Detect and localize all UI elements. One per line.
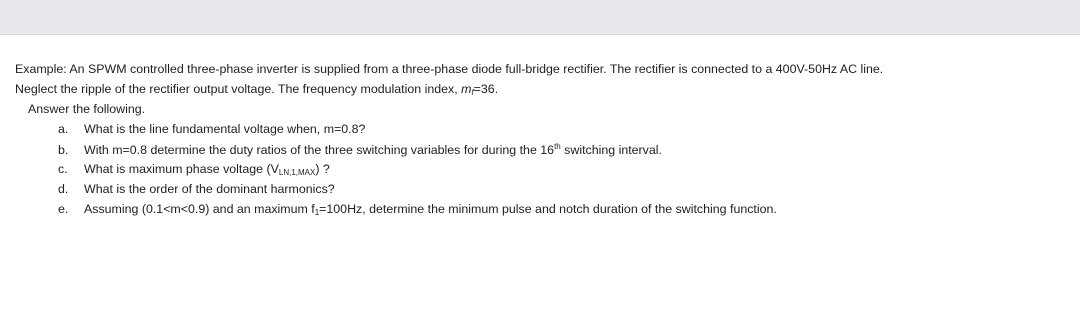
top-band-divider [0,34,1080,35]
list-item-text-post: switching interval. [560,143,662,157]
list-item-c [58,163,330,177]
top-gray-band [0,0,1080,34]
intro-line-2 [15,83,498,97]
list-item-letter: b. [58,143,69,157]
intro-line-2-sub: f [471,88,474,97]
list-item-text: What is maximum phase voltage (V [84,162,279,176]
intro-line-1: Example: An SPWM controlled three-phase inverter is supplied from a three-phase diode full-bridge rectifier. The rectifier is connected to a 400V-50Hz AC line. [15,62,884,76]
list-item-subscript: 1 [314,208,320,217]
intro-line-2-m: m [461,82,472,96]
list-item-d [58,183,335,195]
list-item-letter: e. [58,202,69,216]
list-item-text: Assuming (0.1<m<0.9) and an maximum f [84,202,315,216]
list-item-superscript: th [554,142,561,151]
list-item-text: What is the line fundamental voltage when, m=0.8? [84,122,366,136]
list-item-letter: a. [58,122,69,136]
list-item-text-post: ) ? [315,162,330,176]
intro-line-2-prefix: Neglect the ripple of the rectifier output voltage. The frequency modulation index, [15,82,462,96]
answer-heading: Answer the following. [28,102,146,116]
intro-line-2-suffix: =36. [473,82,499,96]
list-item-b [58,143,662,156]
list-item-text: What is the order of the dominant harmonics? [84,182,335,196]
list-item-text-post: =100Hz, determine the minimum pulse and notch duration of the switching function. [319,202,777,216]
list-item-letter: d. [58,182,69,196]
list-item-text: With m=0.8 determine the duty ratios of the three switching variables for during the 16 [84,143,555,157]
list-item-a [58,123,365,135]
list-item-subscript: LN,1,MAX [278,168,316,177]
list-item-e [58,203,777,217]
list-item-letter: c. [58,162,68,176]
